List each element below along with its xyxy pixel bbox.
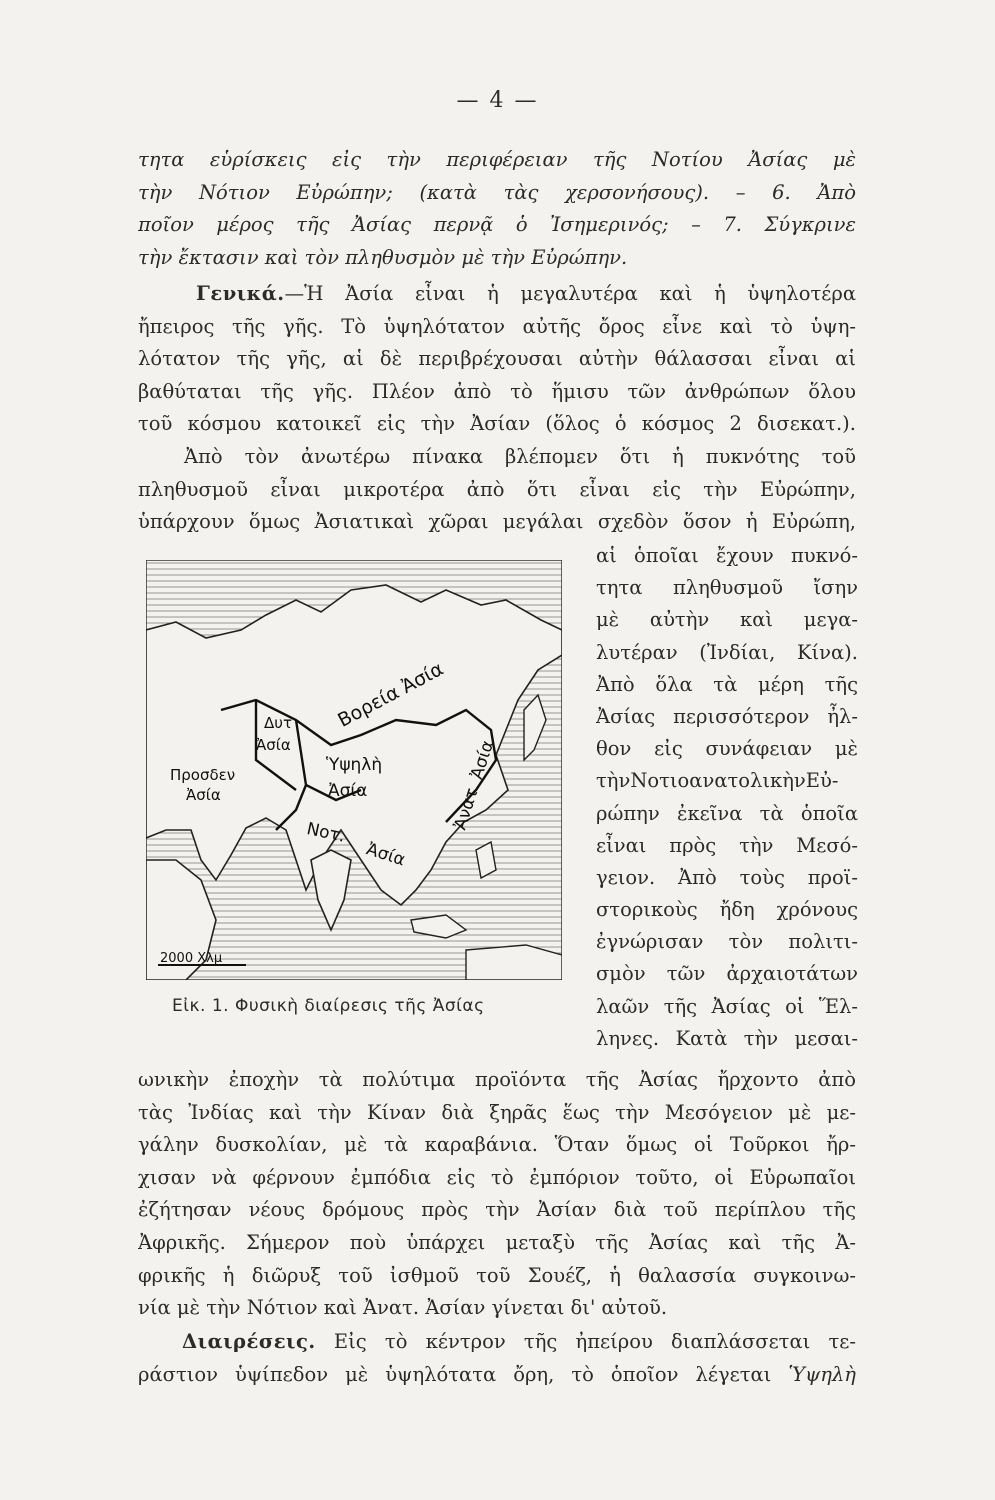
text-line: ὑπάρχουν ὅμως Ἀσιατικαὶ χῶραι μεγάλαι σχεδὸν ὅσον ἡ Εὐρώπη, <box>138 510 856 534</box>
text-line: τητα πληθυσμοῦ ἴσην <box>596 576 858 600</box>
text-line: τὴν Νότιον Εὐρώπην; (κατὰ τὰς χερσονήσους). – 6. Ἀπὸ <box>138 180 856 204</box>
general-section <box>138 278 856 539</box>
text-line: σμὸν τῶν ἀρχαιοτάτων <box>596 962 858 986</box>
label-high-asia-2: Ἀσία <box>328 781 368 801</box>
page-number: — 4 — <box>456 88 539 113</box>
text-line: βαθύταται τῆς γῆς. Πλέον ἀπὸ τὸ ἥμισυ τῶν ἀνθρώπων ὅλου <box>138 379 856 403</box>
text-line: θον εἰς συνάφειαν μὲ <box>596 737 858 761</box>
text-line: ωνικὴν ἐποχὴν τὰ πολύτιμα προϊόντα τῆς Ἀσίας ἤρχοντο ἀπὸ <box>138 1068 856 1091</box>
lower-paragraph <box>138 1064 856 1325</box>
asia-map-figure <box>146 560 562 980</box>
text-line: μὲ αὐτὴν καὶ μεγα- <box>596 608 858 632</box>
questions-paragraph <box>138 144 856 274</box>
label-west-asia-1: Δυτ <box>264 714 292 732</box>
label-south-asia-1: Νοτ. <box>304 819 347 847</box>
text-line: τὴνΝοτιοανατολικὴνΕὐ- <box>596 769 839 793</box>
text-line: τοῦ κόσμου κατοικεῖ εἰς τὴν Ἀσίαν (ὅλος ὁ κόσμος 2 δισεκατ.). <box>138 412 856 436</box>
text-line: τὴν ἔκτασιν καὶ τὸν πληθυσμὸν μὲ τὴν Εὐρώπην. <box>138 245 628 269</box>
text-line: αἱ ὁποῖαι ἔχουν πυκνό- <box>596 544 858 567</box>
label-west-asia-2: Ἀσία <box>256 736 291 754</box>
text-line: χισαν νὰ φέρνουν ἐμπόδια εἰς τὸ ἐμπόριον τοῦτο, οἱ Εὐρωπαῖοι <box>138 1165 856 1189</box>
narrow-column <box>596 540 858 1055</box>
text-line: ἤπειρος τῆς γῆς. Τὸ ὑψηλότατον αὐτῆς ὄρος εἶνε καὶ τὸ ὑψη- <box>138 314 856 338</box>
label-near-asia-2: Ἀσία <box>186 786 221 804</box>
text-line: λότατον τῆς γῆς, αἱ δὲ περιβρέχουσαι αὐτὴν θάλασσαι εἶναι αἱ <box>138 347 856 371</box>
text-line: Ἀπὸ τὸν ἀνωτέρω πίνακα βλέπομεν ὅτι ἡ πυκνότης τοῦ <box>184 444 856 468</box>
text-fragment: Εἰς τὸ κέντρον τῆς ἠπείρου διαπλάσσεται τε- <box>333 1330 856 1353</box>
text-line: ἐγνώρισαν τὸν πολιτι- <box>596 930 858 954</box>
text-line: Ἀπὸ ὅλα τὰ μέρη τῆς <box>596 672 858 696</box>
text-line: πληθυσμοῦ εἶναι μικροτέρα ἀπὸ ὅτι εἶναι εἰς τὴν Εὐρώπην, <box>138 477 856 501</box>
section-heading-divisions: Διαιρέσεις. <box>182 1330 316 1353</box>
text-line: γειον. Ἀπὸ τοὺς προϊ- <box>596 865 858 889</box>
text-line: γάλην δυσκολίαν, μὲ τὰ καραβάνια. Ὅταν ὅμως οἱ Τοῦρκοι ἤρ- <box>138 1133 856 1157</box>
label-south-asia-2: Ἀσία <box>363 839 408 871</box>
text-line: Ἀφρικῆς. Σήμερον ποὺ ὑπάρχει μεταξὺ τῆς Ἀσίας καὶ τῆς Ἀ- <box>138 1230 856 1254</box>
text-line: τὰς Ἰνδίας καὶ τὴν Κίναν διὰ ξηρᾶς ἕως τὴν Μεσόγειον μὲ με- <box>138 1100 856 1124</box>
text-line <box>138 1326 856 1359</box>
text-line: ἐζήτησαν νέους δρόμους πρὸς τὴν Ἀσίαν διὰ τοῦ περίπλου τῆς <box>138 1198 856 1222</box>
text-line: Ἀσίας περισσότερον ἦλ- <box>596 704 858 728</box>
figure-caption: Εἰκ. 1. Φυσικὴ διαίρεσις τῆς Ἀσίας <box>172 996 485 1016</box>
text-line: τητα εὑρίσκεις εἰς τὴν περιφέρειαν τῆς Νοτίου Ἀσίας μὲ <box>138 148 856 171</box>
text-line: λυτέραν (Ἰνδίαι, Κίνα). <box>596 640 858 664</box>
label-north-asia: Βορεία Ἀσία <box>334 657 448 732</box>
label-near-asia-1: Προσδεν <box>170 766 236 784</box>
text-line: φρικῆς ἡ διῶρυξ τοῦ ἰσθμοῦ τοῦ Σουέζ, ἡ θαλασσία συγκοινω- <box>138 1263 856 1287</box>
text-line: νία μὲ τὴν Νότιον καὶ Ἀνατ. Ἀσίαν γίνεται δι' αὐτοῦ. <box>138 1296 668 1320</box>
text-fragment: —Ἡ Ἀσία εἶναι ἡ μεγαλυτέρα καὶ ἡ ὑψηλοτέρα <box>284 282 856 305</box>
text-line: εἶναι πρὸς τὴν Μεσό- <box>596 833 858 857</box>
text-line: ληνες. Κατὰ τὴν μεσαι- <box>596 1026 858 1050</box>
text-line: ρώπην ἐκεῖνα τὰ ὁποῖα <box>596 801 858 825</box>
text-line <box>138 1359 856 1392</box>
text-line <box>138 278 856 311</box>
label-east-asia: Ἀνατ. Ἀσία <box>450 738 499 833</box>
text-fragment: ράστιον ὑψίπεδον μὲ ὑψηλότατα ὄρη, τὸ ὁποῖον λέγεται <box>138 1362 772 1386</box>
divisions-section <box>138 1326 856 1391</box>
scale-label: 2000 Χλμ <box>160 951 223 966</box>
label-high-asia-1: Ὑψηλὴ <box>326 755 383 775</box>
emphasized-word: Ὑψηλὴ <box>788 1362 856 1386</box>
text-line: ποῖον μέρος τῆς Ἀσίας περνᾷ ὁ Ἰσημερινός; – 7. Σύγκρινε <box>138 213 856 237</box>
section-heading-general: Γενικά. <box>196 282 285 305</box>
text-line: λαῶν τῆς Ἀσίας οἱ Ἕλ- <box>596 994 858 1018</box>
text-line: στορικοὺς ἤδη χρόνους <box>596 898 858 922</box>
